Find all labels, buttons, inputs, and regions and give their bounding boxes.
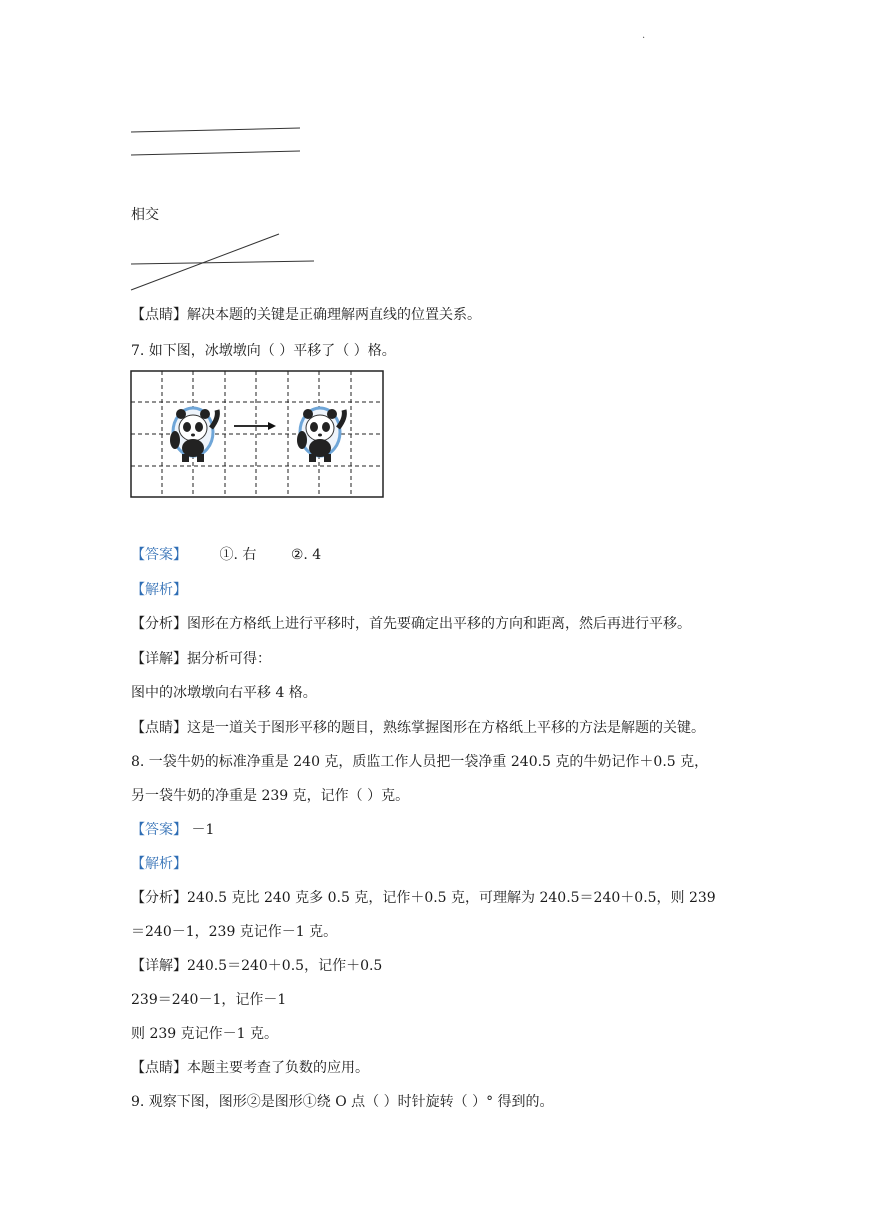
xiangjie-tag: 【详解】 — [131, 651, 187, 667]
q8-xiangjie-line1 — [131, 955, 382, 975]
xiangjie-text: 据分析可得： — [187, 651, 271, 667]
q8-xiangjie-line2: 239＝240－1，记作－1 — [131, 992, 287, 1008]
lines-dianjing — [131, 304, 481, 324]
q7-dianjing — [131, 717, 705, 737]
header-mark: . — [642, 30, 646, 41]
q8-xiangjie-line3: 则 239 克记作－1 克。 — [131, 1026, 278, 1042]
q8-question-line1: 8. 一袋牛奶的标准净重是 240 克，质监工作人员把一袋净重 240.5 克的牛奶记作＋0.5 克， — [131, 754, 709, 770]
q7-xiangjie-line2: 图中的冰墩墩向右平移 4 格。 — [131, 685, 317, 701]
q9-question: 9. 观察下图，图形②是图形①绕 O 点（ ）时针旋转（ ）° 得到的。 — [131, 1094, 554, 1110]
q8-dianjing — [131, 1057, 369, 1077]
dianjing-text: 解决本题的关键是正确理解两直线的位置关系。 — [187, 307, 481, 323]
q8-analysis-tag: 【解析】 — [131, 856, 187, 872]
q8-question-line2: 另一袋牛奶的净重是 239 克，记作（ ）克。 — [131, 788, 410, 804]
dianjing-tag: 【点睛】 — [131, 720, 187, 736]
q8-answer — [131, 819, 214, 839]
answer-tag: 【答案】 — [131, 822, 187, 838]
dianjing-text: 本题主要考查了负数的应用。 — [187, 1060, 369, 1076]
answer-1: ①. 右 — [219, 547, 257, 563]
intersecting-lines-figure — [128, 230, 318, 294]
dianjing-tag: 【点睛】 — [131, 1060, 187, 1076]
dianjing-tag: 【点睛】 — [131, 307, 187, 323]
q8-fenxi-line2: ＝240－1，239 克记作－1 克。 — [131, 924, 338, 940]
xiangjie-text: 240.5＝240＋0.5，记作＋0.5 — [187, 958, 383, 974]
q7-analysis-tag: 【解析】 — [131, 582, 187, 598]
fenxi-tag: 【分析】 — [131, 616, 187, 632]
translation-grid-figure — [130, 370, 386, 500]
parallel-lines-figure — [128, 122, 304, 162]
answer-tag: 【答案】 — [131, 547, 187, 563]
fenxi-tag: 【分析】 — [131, 890, 187, 906]
intersect-label: 相交 — [131, 207, 159, 223]
dianjing-text: 这是一道关于图形平移的题目，熟练掌握图形在方格纸上平移的方法是解题的关键。 — [187, 720, 705, 736]
answer-2: ②. 4 — [290, 547, 322, 563]
fenxi-text: 240.5 克比 240 克多 0.5 克，记作＋0.5 克，可理解为 240.5＝240＋0.5，则 239 — [187, 890, 716, 906]
xiangjie-tag: 【详解】 — [131, 958, 187, 974]
q7-fenxi — [131, 613, 691, 633]
fenxi-text: 图形在方格纸上进行平移时，首先要确定出平移的方向和距离，然后再进行平移。 — [187, 616, 691, 632]
q8-fenxi-line1 — [131, 887, 716, 907]
q7-answer — [131, 544, 321, 564]
answer-value: －1 — [191, 822, 215, 838]
q7-xiangjie — [131, 648, 271, 668]
q7-question: 7. 如下图，冰墩墩向（ ）平移了（ ）格。 — [131, 343, 396, 359]
